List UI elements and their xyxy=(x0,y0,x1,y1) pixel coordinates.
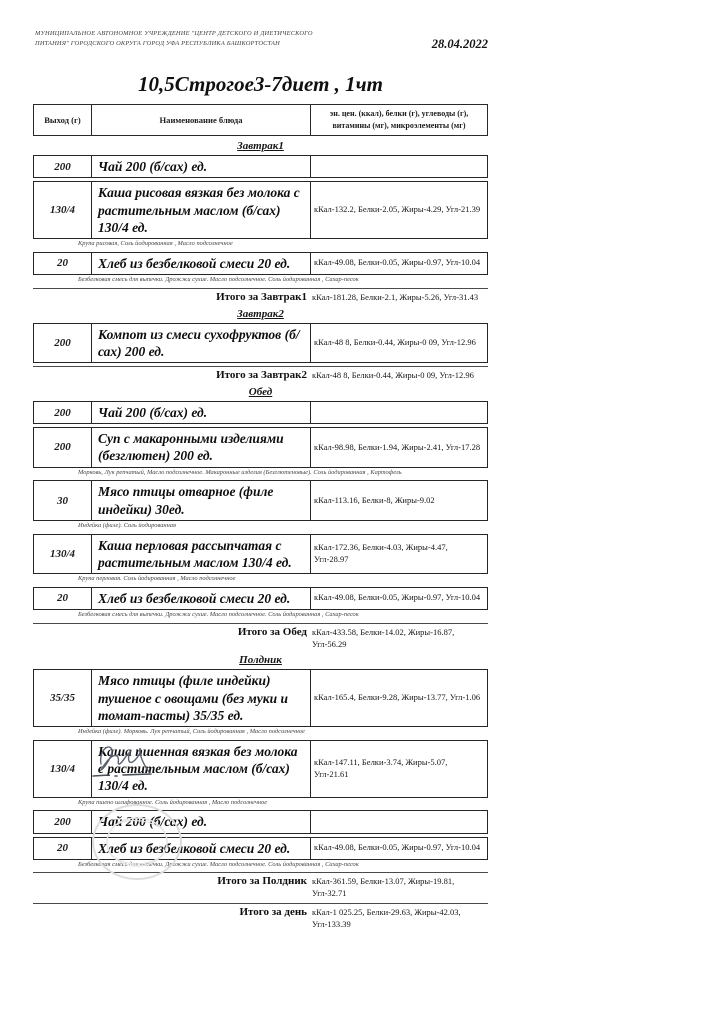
section-total-label: Итого за Завтрак2 xyxy=(216,369,307,382)
row-dish: Хлеб из безбелковой смеси 20 ед. xyxy=(91,588,311,609)
row-output: 20 xyxy=(57,257,68,270)
row-nutrition: кКал-49.08, Белки-0.05, Жиры-0.97, Угл-10.04 xyxy=(314,592,481,603)
document-header xyxy=(33,24,488,70)
column-header-nutrition: эн. цен. (ккал), белки (г), углеводы (г), витамины (мг), микроэлементы (мг) xyxy=(329,109,469,130)
round-stamp-icon xyxy=(93,805,181,879)
row-dish: Мясо птицы отварное (филе индейки) 30ед. xyxy=(91,481,311,520)
row-dish: Каша перловая рассыпчатая с растительным маслом 130/4 ед. xyxy=(91,535,311,574)
row-ingredients: Индейка (филе). Соль йодированная xyxy=(78,521,176,529)
row-dish: Каша пшенная вязкая без молока с растительным маслом (б/сах) 130/4 ед. xyxy=(91,741,311,797)
meal-section xyxy=(33,386,488,650)
row-nutrition: кКал-165.4, Белки-9.28, Жиры-13.77, Угл-1.06 xyxy=(314,692,481,703)
section-total-line xyxy=(33,288,488,304)
row-nutrition: кКал-48 8, Белки-0.44, Жиры-0 09, Угл-12.96 xyxy=(314,336,476,347)
section-rows xyxy=(33,401,488,620)
table-row xyxy=(33,181,488,239)
row-dish: Чай 200 (б/сах) ед. xyxy=(91,156,311,177)
day-total-label: Итого за день xyxy=(239,906,307,919)
section-rows xyxy=(33,155,488,285)
table-row xyxy=(33,155,488,178)
row-ingredients: Индейка (филе). Морковь. Лук репчатый, Соль йодированная , Масло подсолнечное xyxy=(78,728,305,736)
section-title: Завтрак2 xyxy=(237,307,284,320)
row-ingredients: Безбелковая смесь для выпечки. Дрожжи сухие. Масло подсолнечное. Соль йодированная , Сахар-песок xyxy=(78,275,359,283)
section-total-label: Итого за Завтрак1 xyxy=(216,290,307,303)
day-total-value: кКал-1 025.25, Белки-29.63, Жиры-42.03, Угл-133.39 xyxy=(312,907,461,930)
table-row xyxy=(33,587,488,610)
row-nutrition: кКал-172.36, Белки-4.03, Жиры-4.47, Угл-28.97 xyxy=(314,541,448,564)
row-output: 200 xyxy=(54,336,71,349)
row-nutrition: кКал-113.16, Белки-8, Жиры-9.02 xyxy=(314,494,435,505)
table-row xyxy=(33,252,488,275)
meal-section xyxy=(33,308,488,382)
table-row xyxy=(33,427,488,468)
row-dish: Компот из смеси сухофруктов (б/сах) 200 ед. xyxy=(91,324,311,363)
handwritten-signature-icon xyxy=(93,747,151,776)
row-output: 30 xyxy=(57,494,68,507)
column-header-dish: Наименование блюда xyxy=(91,105,311,135)
column-header-output: Выход (г) xyxy=(44,115,81,125)
section-total-line xyxy=(33,623,488,651)
section-title: Завтрак1 xyxy=(237,140,284,152)
row-nutrition: кКал-132.2, Белки-2.05, Жиры-4.29, Угл-21.39 xyxy=(314,204,481,215)
row-nutrition xyxy=(311,156,487,177)
section-total-value: кКал-361.59, Белки-13.07, Жиры-19.81, Угл-32.71 xyxy=(312,876,455,899)
table-row xyxy=(33,669,488,727)
table-header-row xyxy=(33,104,488,136)
row-nutrition: кКал-147.11, Белки-3.74, Жиры-5.07, Угл-21.61 xyxy=(314,756,448,779)
row-nutrition xyxy=(311,402,487,423)
row-output: 130/4 xyxy=(49,204,76,217)
row-dish: Хлеб из безбелковой смеси 20 ед. xyxy=(91,253,311,274)
row-output: 20 xyxy=(57,842,68,855)
menu-title: 10,5Строгое3-7диет , 1чт xyxy=(137,72,384,96)
row-dish: Чай 200 (б/сах) ед. xyxy=(91,811,311,832)
table-row xyxy=(33,534,488,575)
table-row xyxy=(33,401,488,424)
row-dish: Хлеб из безбелковой смеси 20 ед. xyxy=(91,838,311,859)
row-dish: Чай 200 (б/сах) ед. xyxy=(91,402,311,423)
row-output: 35/35 xyxy=(49,692,76,705)
row-output: 200 xyxy=(54,815,71,828)
row-output: 200 xyxy=(54,406,71,419)
section-total-value: кКал-181.28, Белки-2.1, Жиры-5.26, Угл-31.43 xyxy=(312,291,479,302)
section-title: Полдник xyxy=(239,654,282,667)
row-nutrition: кКал-49.08, Белки-0.05, Жиры-0.97, Угл-10.04 xyxy=(314,257,481,268)
row-nutrition: кКал-98.98, Белки-1.94, Жиры-2.41, Угл-17.28 xyxy=(314,441,481,452)
footer-marks xyxy=(55,738,265,898)
organization-name: МУНИЦИПАЛЬНОЕ АВТОНОМНОЕ УЧРЕЖДЕНИЕ "ЦЕНТР ДЕТСКОГО И ДИЕТИЧЕСКОГО ПИТАНИЯ" ГОРОДСКОГО ОКРУГА ГОРОД УФА РЕСПУБЛИКА БАШКОРТОСТАН xyxy=(35,30,313,47)
row-ingredients: Крупа перловая. Соль йодированная , Масло подсолнечное xyxy=(78,575,236,583)
row-ingredients: Морковь, Лук репчатый, Масло подсолнечное. Макаронные изделия (Безглютеновые). Соль йодированная , Картофель xyxy=(78,468,402,476)
section-total-line xyxy=(33,366,488,382)
row-ingredients: Крупа рисовая, Соль йодированная , Масло подсолнечное xyxy=(78,240,233,248)
table-row xyxy=(33,480,488,521)
document-date: 28.04.2022 xyxy=(431,37,488,51)
section-total-value: кКал-48 8, Белки-0.44, Жиры-0 09, Угл-12.96 xyxy=(312,370,474,381)
row-ingredients: Крупа пшено шлифованное. Соль йодированная , Масло подсолнечное xyxy=(78,798,268,806)
row-ingredients: Безбелковая смесь для выпечки. Дрожжи сухие. Масло подсолнечное. Соль йодированная , Сахар-песок xyxy=(78,610,359,618)
section-total-value: кКал-433.58, Белки-14.02, Жиры-16.87, Угл-56.29 xyxy=(312,626,455,649)
row-dish: Суп с макаронными изделиями (безглютен) 200 ед. xyxy=(91,428,311,467)
meal-section xyxy=(33,140,488,304)
section-rows xyxy=(33,323,488,364)
row-output: 200 xyxy=(54,441,71,454)
row-nutrition: кКал-49.08, Белки-0.05, Жиры-0.97, Угл-10.04 xyxy=(314,842,481,853)
table-row xyxy=(33,323,488,364)
section-title: Обед xyxy=(248,385,273,398)
day-total-line xyxy=(33,903,488,931)
row-output: 20 xyxy=(57,592,68,605)
section-total-label: Итого за Полдник xyxy=(217,875,307,888)
section-total-label: Итого за Обед xyxy=(237,625,307,638)
row-output: 130/4 xyxy=(49,547,76,560)
row-dish: Каша рисовая вязкая без молока с растительным маслом (б/сах) 130/4 ед. xyxy=(91,182,311,238)
row-output: 130/4 xyxy=(49,762,76,775)
row-ingredients: Безбелковая смесь для выпечки. Дрожжи сухие. Масло подсолнечное. Соль йодированная , Сахар-песок xyxy=(78,860,359,868)
row-nutrition xyxy=(311,811,487,832)
row-dish: Мясо птицы (филе индейки) тушеное с овощами (без муки и томат-пасты) 35/35 ед. xyxy=(91,670,311,726)
row-output: 200 xyxy=(54,160,71,173)
